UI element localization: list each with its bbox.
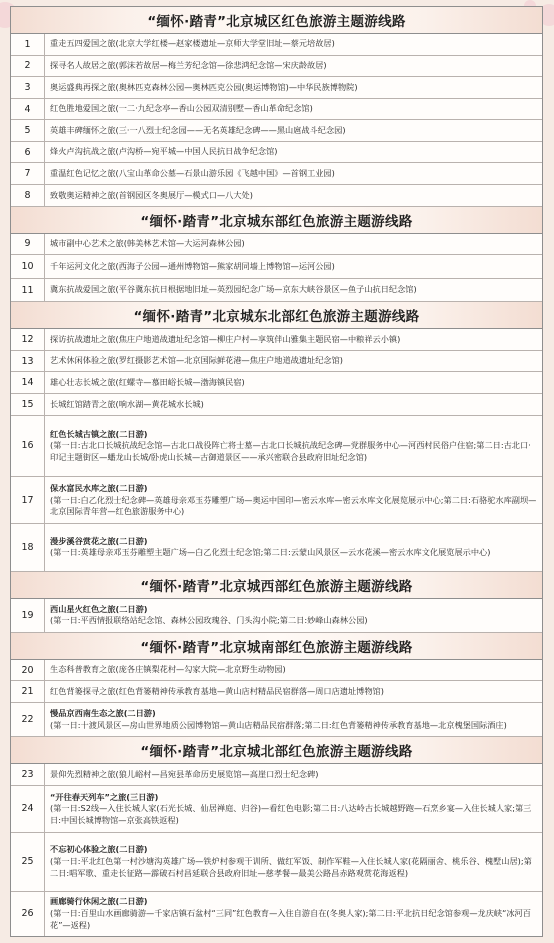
route-description: 烽火卢沟抗战之旅(卢沟桥—宛平城—中国人民抗日战争纪念馆)	[50, 146, 278, 157]
route-row	[11, 34, 542, 56]
route-number: 26	[11, 892, 45, 936]
route-description: (第一日:平北红色第一村沙塘沟英雄广场—铁炉村参观干训所、做红军饭、制作军鞋—入住长城人家(花隔丽舍、桃乐谷、槐墅山居);第二日:唱军歌、重走长征路—霹破石村昌延联合县政府旧址—慈孝餐—最美公路昌赤路观赏花海返程)	[50, 856, 532, 878]
section-title: “缅怀·踏青”北京城西部红色旅游主题游线路	[11, 572, 542, 599]
section-title: “缅怀·踏青”北京城东北部红色旅游主题游线路	[11, 302, 542, 329]
route-description: 红色胜地爱国之旅(一二·九纪念亭—香山公园双清别墅—香山革命纪念馆)	[50, 103, 313, 114]
route-title: “开往春天列车”之旅(三日游)	[50, 791, 159, 802]
route-title: 西山星火红色之旅(二日游)	[50, 603, 148, 614]
route-number: 3	[11, 77, 45, 98]
route-row	[11, 77, 542, 99]
route-content	[45, 255, 542, 278]
route-number: 18	[11, 524, 45, 570]
route-row	[11, 660, 542, 682]
route-content	[45, 660, 542, 681]
route-number: 6	[11, 142, 45, 163]
route-content	[45, 764, 542, 785]
route-row	[11, 416, 542, 478]
route-number: 5	[11, 120, 45, 141]
route-row	[11, 703, 542, 737]
route-description: 景仰先烈精神之旅(狼儿峪村—昌宛县革命历史展览馆—高崖口烈士纪念碑)	[50, 768, 319, 779]
route-row	[11, 372, 542, 394]
route-content	[45, 34, 542, 55]
route-content	[45, 120, 542, 141]
route-content	[45, 599, 542, 632]
section-title: “缅怀·踏青”北京城区红色旅游主题游线路	[11, 7, 542, 34]
route-content	[45, 524, 542, 570]
route-number: 12	[11, 329, 45, 350]
route-content	[45, 416, 542, 477]
route-row	[11, 892, 542, 936]
route-content	[45, 142, 542, 163]
route-content	[45, 279, 542, 302]
route-number: 10	[11, 255, 45, 278]
route-description: (第一日:白乙化烈士纪念碑—英雄母亲邓玉芬雕塑广场—奥运中国印—密云水库—密云水库文化展览展示中心;第二日:石骆驼水库副坝—北京国际青年营—红色旅游服务中心)	[50, 494, 537, 517]
route-content	[45, 681, 542, 702]
route-number: 16	[11, 416, 45, 477]
route-content	[45, 372, 542, 393]
route-title: 画廊骑行休闲之旅(二日游)	[50, 896, 148, 907]
section-title: “缅怀·踏青”北京城北部红色旅游主题游线路	[11, 737, 542, 764]
route-row	[11, 234, 542, 256]
route-content	[45, 394, 542, 415]
route-content	[45, 56, 542, 77]
route-row	[11, 185, 542, 207]
route-description: (第一日:百里山水画廊骑游—千家店镇石盆村“三同”红色教育—入住自游自在(冬奥人家);第二日:平北抗日纪念馆参观—龙庆峡“冰河百花”—返程)	[50, 908, 531, 930]
route-row	[11, 56, 542, 78]
route-row	[11, 764, 542, 786]
route-description: 雄心壮志长城之旅(红螺寺—慕田峪长城—渤海镇民宿)	[50, 376, 245, 387]
route-number: 13	[11, 351, 45, 372]
route-description: (第一日:S2线—入住长城人家(石光长城、仙居禅庭、归谷)—看红色电影;第二日:八达岭古长城越野跑—石烹乡宴—入住长城人家;第三日:中国长城博物馆—京张高铁返程)	[50, 803, 532, 825]
route-description: 艺术休闲体验之旅(罗红摄影艺术馆—北京国际鲜花港—焦庄户地道战遗址纪念馆)	[50, 355, 343, 366]
route-description: 探访抗战遗址之旅(焦庄户地道战遗址纪念馆—柳庄户村—享筑伴山雅集主题民宿—中粮祥云小镇)	[50, 333, 401, 344]
route-content	[45, 234, 542, 255]
route-number: 22	[11, 703, 45, 736]
route-title: 慢品京西南生态之旅(二日游)	[50, 708, 156, 719]
route-content	[45, 77, 542, 98]
route-number: 14	[11, 372, 45, 393]
route-title: 保水富民水库之旅(二日游)	[50, 483, 148, 494]
section-title: “缅怀·踏青”北京城南部红色旅游主题游线路	[11, 633, 542, 660]
route-description: 奥运盛典再探之旅(奥林匹克森林公园—奥林匹克公园(奥运博物馆)—中华民族博物院)	[50, 81, 358, 92]
route-content	[45, 703, 542, 736]
route-number: 9	[11, 234, 45, 255]
route-description: (第一日:英雄母亲邓玉芬雕塑主题广场—白乙化烈士纪念馆;第二日:云蒙山风景区—云水花溪—密云水库文化展览展示中心)	[50, 547, 491, 558]
route-number: 11	[11, 279, 45, 302]
route-number: 20	[11, 660, 45, 681]
route-description: 红色背篓探寻之旅(红色背篓精神传承教育基地—黄山店村精品民宿群落—周口店遗址博物馆)	[50, 685, 384, 696]
route-description: 长城红馆踏青之旅(响水湖—黄花城水长城)	[50, 398, 204, 409]
route-row	[11, 120, 542, 142]
route-number: 1	[11, 34, 45, 55]
route-number: 4	[11, 99, 45, 120]
route-row	[11, 524, 542, 571]
route-content	[45, 477, 542, 523]
route-number: 17	[11, 477, 45, 523]
route-number: 19	[11, 599, 45, 632]
route-title: 漫步溪谷赏花之旅(二日游)	[50, 535, 148, 546]
route-row	[11, 786, 542, 833]
route-content	[45, 329, 542, 350]
route-row	[11, 833, 542, 892]
route-table	[10, 6, 543, 937]
route-description: 千年运河文化之旅(西海子公园—通州博物馆—熊家胡同墙上博物馆—运河公园)	[50, 260, 335, 271]
route-description: 重走五四爱国之旅(北京大学红楼—赵家楼遗址—京师大学堂旧址—蔡元培故居)	[50, 38, 335, 49]
route-number: 8	[11, 185, 45, 206]
route-number: 21	[11, 681, 45, 702]
route-description: 探寻名人故居之旅(郭沫若故居—梅兰芳纪念馆—徐悲鸿纪念馆—宋庆龄故居)	[50, 60, 327, 71]
route-row	[11, 255, 542, 279]
route-number: 24	[11, 786, 45, 832]
route-content	[45, 892, 542, 936]
route-content	[45, 163, 542, 184]
route-description: (第一日:古北口长城抗战纪念馆—古北口战役阵亡将士墓—古北口长城抗战纪念碑—党群服务中心—河西村民俗户住宿;第二日:古北口·印记主题街区—蟠龙山长城/卧虎山长城—古御道景区——承兴密联合县政府旧址纪念馆)	[50, 440, 531, 462]
route-content	[45, 351, 542, 372]
route-content	[45, 99, 542, 120]
route-description: 生态科普教育之旅(庞各庄镇梨花村—勾家大院—北京野生动物园)	[50, 664, 286, 675]
route-description: 英雄丰碑缅怀之旅(三·一八烈士纪念园——无名英雄纪念碑——黑山扈战斗纪念园)	[50, 124, 346, 135]
route-row	[11, 681, 542, 703]
route-content	[45, 185, 542, 206]
route-row	[11, 599, 542, 633]
route-row	[11, 99, 542, 121]
route-row	[11, 351, 542, 373]
route-description: 城市副中心艺术之旅(韩美林艺术馆—大运河森林公园)	[50, 238, 245, 249]
route-number: 15	[11, 394, 45, 415]
route-content	[45, 833, 542, 891]
route-number: 7	[11, 163, 45, 184]
route-description: 重温红色记忆之旅(八宝山革命公墓—石景山游乐园《飞越中国》—首钢工业园)	[50, 167, 335, 178]
route-row	[11, 477, 542, 524]
route-row	[11, 394, 542, 416]
route-row	[11, 142, 542, 164]
section-title: “缅怀·踏青”北京城东部红色旅游主题游线路	[11, 207, 542, 234]
route-number: 23	[11, 764, 45, 785]
route-description: 致敬奥运精神之旅(首钢园区冬奥展厅—模式口—八大处)	[50, 189, 253, 200]
route-description: (第一日:平西情报联络站纪念馆、森林公园玫瑰谷、门头沟小院;第二日:妙峰山森林公园)	[50, 615, 368, 626]
route-title: 红色长城古镇之旅(二日游)	[50, 428, 148, 439]
route-description: 冀东抗战爱国之旅(平谷冀东抗日根据地旧址—英烈园纪念广场—京东大峡谷景区—鱼子山抗日纪念馆)	[50, 284, 417, 295]
route-row	[11, 163, 542, 185]
route-number: 25	[11, 833, 45, 891]
route-row	[11, 279, 542, 303]
route-row	[11, 329, 542, 351]
route-content	[45, 786, 542, 832]
route-number: 2	[11, 56, 45, 77]
route-description: (第一日:十渡风景区—房山世界地质公园博物馆—黄山店精品民宿群落;第二日:红色背篓精神传承教育基地—北京槐堡国际酒庄)	[50, 719, 507, 730]
route-title: 不忘初心体验之旅(二日游)	[50, 844, 148, 855]
